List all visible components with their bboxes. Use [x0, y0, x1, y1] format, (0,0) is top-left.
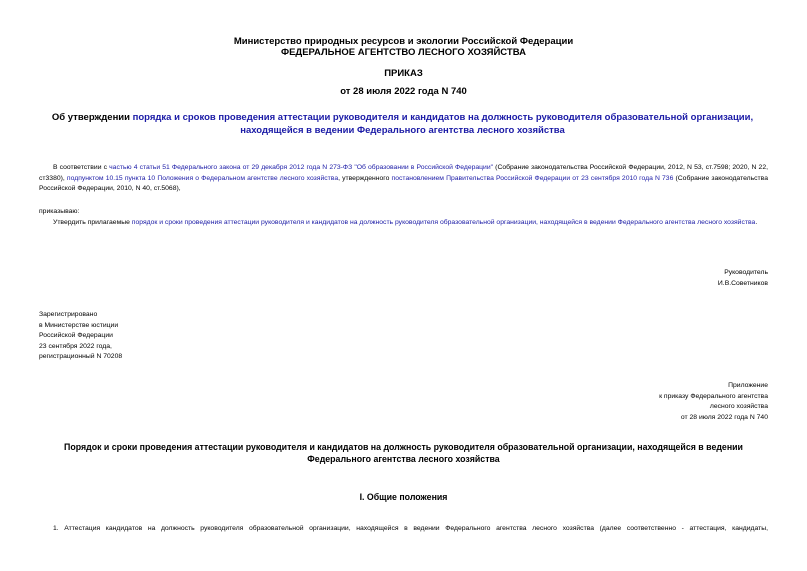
- appendix-line: Приложение: [728, 382, 768, 389]
- appendix-title: Порядок и сроки проведения аттестации руководителя и кандидатов на должность руководителя образовательной организации, находящейся в ведении Федерального агентства лесного хозяйства: [64, 442, 743, 465]
- preamble-text-3: , утвержденного: [338, 174, 392, 182]
- appendix-line: лесного хозяйства: [709, 403, 768, 411]
- order-text-2: .: [755, 219, 758, 226]
- signature-block: [718, 268, 768, 289]
- document-title: [30, 112, 775, 137]
- order-label: приказываю:: [39, 208, 80, 215]
- doc-type: ПРИКАЗ: [384, 68, 423, 79]
- federal-law-link[interactable]: частью 4 статьи 51 Федерального закона от 29 декабря 2012 года N 273-ФЗ "Об образовании в Российской Федерации": [109, 164, 494, 171]
- preamble-text-4: (Собрание законодательства Российской Федерации, 2010, N 40, ст.5068),: [39, 174, 768, 193]
- appendix-block: [659, 381, 768, 423]
- signature-position: Руководитель: [724, 269, 768, 276]
- ministry-name: Министерство природных ресурсов и экологии Российской Федерации: [233, 36, 574, 47]
- title-link[interactable]: порядка и сроков проведения аттестации руководителя и кандидатов на должность руководителя образовательной организации, находящейся в ведении Федерального агентства лесного хозяйства: [132, 112, 754, 136]
- registration-line: Зарегистрировано: [39, 311, 98, 318]
- section-heading: I. Общие положения: [359, 492, 448, 502]
- preamble-text-1: В соответствии с: [53, 164, 110, 171]
- preamble-text-2: (Собрание законодательства Российской Федерации, 2012, N 53, ст.7598; 2020, N 22, ст3380),: [39, 164, 768, 182]
- appendix-line: к приказу Федерального агентства: [659, 392, 768, 400]
- agency-name: ФЕДЕРАЛЬНОЕ АГЕНТСТВО ЛЕСНОГО ХОЗЯЙСТВА: [280, 47, 526, 58]
- registration-line: Российской Федерации: [39, 332, 113, 340]
- title-prefix: Об утверждении: [51, 112, 133, 123]
- paragraph-1-text: 1. Аттестация кандидатов на должность руководителя образовательной организации, находящейся в ведении Федерального агентства лесного хозяйства (далее соответственно - аттестация, кандидаты,: [53, 525, 768, 532]
- order-text-1: Утвердить прилагаемые: [53, 219, 132, 226]
- government-resolution-link[interactable]: постановлением Правительства Российской Федерации от 23 сентября 2010 года N 736: [391, 174, 674, 182]
- appendix-line: от 28 июля 2022 года N 740: [680, 413, 768, 421]
- approved-procedure-link[interactable]: порядок и сроки проведения аттестации руководителя и кандидатов на должность руководителя образовательной организации, находящейся в ведении Федерального агентства лесного хозяйства: [131, 219, 756, 226]
- order-paragraph: [39, 218, 768, 229]
- registration-line: 23 сентября 2022 года,: [39, 342, 112, 350]
- preamble-paragraph: [39, 163, 768, 195]
- registration-line: регистрационный N 70208: [39, 353, 123, 361]
- doc-date: от 28 июля 2022 года N 740: [340, 86, 467, 97]
- regulation-subparagraph-link[interactable]: подпунктом 10.15 пункта 10 Положения о Федеральном агентстве лесного хозяйства: [66, 174, 339, 182]
- signature-name: И.В.Советников: [717, 279, 768, 287]
- paragraph-1: [39, 524, 768, 535]
- registration-block: [39, 310, 122, 363]
- registration-line: в Министерстве юстиции: [39, 321, 119, 329]
